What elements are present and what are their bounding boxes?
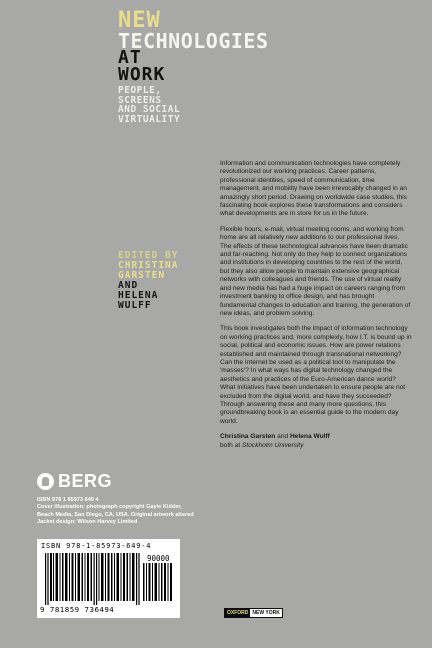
credit-line: Jacket design: Wilson Harvey Limited [37,518,138,525]
blurb-paragraph: This book investigates both the impact of information technology on working practices and, more complexly, how I.T. is bound up in social, political and economic issues. How are power relations established and maintained through transnational networking? Can the Internet be used as a political tool to manipulate the 'masses'? In what ways has digital technology changed the aesthetics and practices of the Euro-American dance world? What initiatives have been undertaken to ensure people are not excluded from the digital world, and have they succeeded? Through answering these and many more questions, this groundbreaking book is an essential guide to the modern day world. [220,325,412,425]
subtitle-line: PEOPLE, [118,85,162,96]
editor-name-2-last: WULFF [118,300,152,311]
publisher-name: BERG [58,471,113,491]
berg-logo-icon [37,473,54,490]
barcode-digits: 9 781859 736494 [40,605,115,614]
blurb [220,160,412,450]
edited-by-label: EDITED BY [118,250,179,261]
author-affiliation-prefix: both at [220,441,242,449]
title-line-at: AT [118,47,142,68]
author-affiliation: Stockholm University [242,441,304,449]
credit-line: Beach Media, San Diego, CA, USA. Original artwork altered [37,511,194,518]
blurb-paragraph: Flexible hours, e-mail, virtual meeting rooms, and working from home are all relatively new additions to our professional lives. The effects of these technological advances have been dramatic and far-reaching. Not only do they help to connect organizations and institutions in developing countries to the rest of the world, but they also allow people to maintain extensive geographical networks with colleagues and friends. The use of virtual reality and new media has had a huge impact on careers ranging from investment banking to office design, and has brought fundamental changes to education and training, the generation of new ideas, and problem solving. [220,225,411,317]
cover-credits [37,497,207,526]
barcode-price-code: 90000 [147,554,170,563]
title-line-technologies: TECHNOLOGIES [118,29,269,53]
barcode-bars [43,553,175,605]
imprint-new-york: NEW YORK [252,610,280,616]
credit-line: ISBN 978 1 85973 649 4 [37,497,99,503]
author-credit [220,433,412,450]
editor-name-2-first: HELENA [118,290,159,301]
subtitle-line: VIRTUALITY [118,113,181,125]
title-line-new: NEW [118,8,161,33]
credit-line: Cover illustration: photograph copyright Gayle Kidder, [37,504,182,511]
imprint-oxford: OXFORD [227,610,249,616]
editor-name-1-last: GARSTEN [118,270,166,281]
barcode-isbn: ISBN 978-1-85973-649-4 [41,542,152,550]
blurb-paragraph: Information and communication technologies have completely revolutionized our working practices. Career patterns, professional identities, speed of communication, time management, and mobility have been irrevocably changed in an amazingly short period. Drawing on worldwide case studies, this fascinating book explores these transformations and considers what developments are in store for us in the future. [220,160,407,218]
title-line-work: WORK [118,64,166,85]
author-name-2: Helena Wulff [290,433,330,441]
editors-block [118,251,218,311]
editor-name-1-first: CHRISTINA [118,260,179,271]
subtitle-line: AND SOCIAL [118,104,181,115]
author-name-1: Christina Garsten [220,433,276,441]
publisher-logo [37,471,112,492]
subtitle [118,86,228,124]
editors-and: AND [118,280,139,291]
barcode [37,539,180,618]
publisher-imprint [224,608,283,618]
subtitle-line: SCREENS [118,94,162,106]
author-and: and [275,433,291,441]
